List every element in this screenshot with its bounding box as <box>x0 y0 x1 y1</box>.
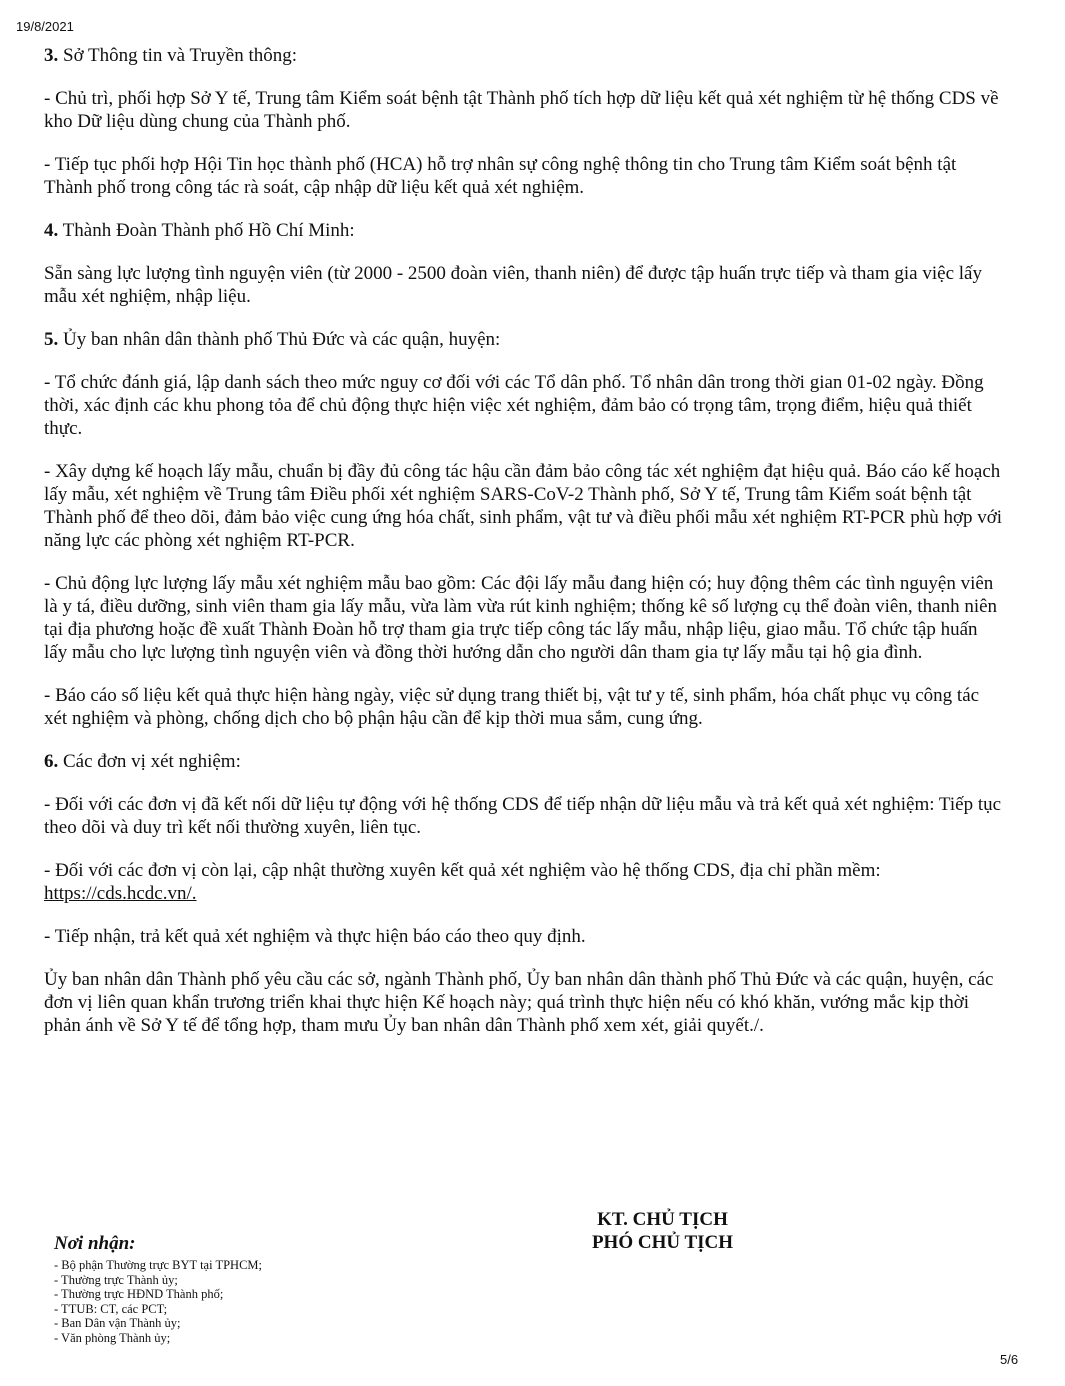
section-title: Ủy ban nhân dân thành phố Thủ Đức và các quận, huyện: <box>63 329 501 350</box>
section-number: 5. <box>44 329 59 350</box>
paragraph: - Tổ chức đánh giá, lập danh sách theo mức nguy cơ đối với các Tổ dân phố. Tổ nhân dân trong thời gian 01-02 ngày. Đồng thời, xác định các khu phong tỏa để chủ động thực hiện việc xét nghiệm, đảm bảo có trọng tâm, trọng điểm, hiệu quả thiết thực. <box>44 372 984 439</box>
cds-link[interactable]: https://cds.hcdc.vn/. <box>44 883 197 904</box>
paragraph: - Chủ trì, phối hợp Sở Y tế, Trung tâm Kiểm soát bệnh tật Thành phố tích hợp dữ liệu kết quả xét nghiệm từ hệ thống CDS về kho Dữ liệu dùng chung của Thành phố. <box>44 88 999 132</box>
signature-block <box>560 1208 765 1254</box>
section-heading-4 <box>44 219 1004 242</box>
recipient-item: - TTUB: CT, các PCT; <box>54 1301 168 1316</box>
section-title: Sở Thông tin và Truyền thông: <box>63 45 298 66</box>
recipient-item: - Thường trực HĐND Thành phố; <box>54 1287 224 1301</box>
signature-line-1: KT. CHỦ TỊCH <box>597 1209 728 1230</box>
print-date: 19/8/2021 <box>16 19 74 34</box>
paragraph: - Tiếp tục phối hợp Hội Tin học thành phố (HCA) hỗ trợ nhân sự công nghệ thông tin cho Trung tâm Kiểm soát bệnh tật Thành phố trong công tác rà soát, cập nhập dữ liệu kết quả xét nghiệm. <box>44 154 957 198</box>
recipient-item: - Thường trực Thành ủy; <box>54 1272 178 1287</box>
paragraph-text: - Đối với các đơn vị còn lại, cập nhật thường xuyên kết quả xét nghiệm vào hệ thống CDS, địa chỉ phần mềm: <box>44 860 881 881</box>
paragraph: - Xây dựng kế hoạch lấy mẫu, chuẩn bị đầy đủ công tác hậu cần đảm bảo công tác xét nghiệm đạt hiệu quả. Báo cáo kế hoạch lấy mẫu, xét nghiệm về Trung tâm Điều phối xét nghiệm SARS-CoV-2 Thành phố, Sở Y tế, Trung tâm Kiểm soát bệnh tật Thành phố để theo dõi, đảm bảo việc cung ứng hóa chất, sinh phẩm, vật tư và điều phối mẫu xét nghiệm RT-PCR phù hợp với năng lực các phòng xét nghiệm RT-PCR. <box>44 461 1003 551</box>
document-body <box>44 44 1004 1057</box>
paragraph: - Đối với các đơn vị đã kết nối dữ liệu tự động với hệ thống CDS để tiếp nhận dữ liệu mẫu và trả kết quả xét nghiệm: Tiếp tục theo dõi và duy trì kết nối thường xuyên, liên tục. <box>44 794 1002 838</box>
page-number: 5/6 <box>1000 1352 1019 1367</box>
paragraph-with-link <box>44 859 1004 905</box>
recipients-title: Nơi nhận: <box>54 1233 136 1254</box>
recipient-item: - Ban Dân vận Thành ủy; <box>54 1316 181 1330</box>
paragraph: - Chủ động lực lượng lấy mẫu xét nghiệm mẫu bao gồm: Các đội lấy mẫu đang hiện có; huy động thêm các tình nguyện viên là y tá, điều dưỡng, sinh viên tham gia lấy mẫu, vừa làm vừa rút kinh nghiệm; thống kê số lượng cụ thể đoàn viên, thanh niên tại địa phương hoặc đề xuất Thành Đoàn hỗ trợ tham gia trực tiếp công tác lấy mẫu, nhập liệu, giao mẫu. Tổ chức tập huấn lấy mẫu cho lực lượng tình nguyện viên và đồng thời hướng dẫn cho người dân tham gia tự lấy mẫu tại hộ gia đình. <box>44 573 998 663</box>
section-title: Các đơn vị xét nghiệm: <box>63 751 241 772</box>
paragraph: Sẵn sàng lực lượng tình nguyện viên (từ 2000 - 2500 đoàn viên, thanh niên) để được tập huấn trực tiếp và tham gia việc lấy mẫu xét nghiệm, nhập liệu. <box>44 263 982 307</box>
recipients-block <box>54 1233 262 1345</box>
section-number: 6. <box>44 751 59 772</box>
paragraph: - Tiếp nhận, trả kết quả xét nghiệm và thực hiện báo cáo theo quy định. <box>44 926 586 947</box>
section-heading-3 <box>44 44 1004 67</box>
closing-paragraph: Ủy ban nhân dân Thành phố yêu cầu các sở, ngành Thành phố, Ủy ban nhân dân thành phố Thủ Đức và các quận, huyện, các đơn vị liên quan khẩn trương triển khai thực hiện Kế hoạch này; quá trình thực hiện nếu có khó khăn, vướng mắc kịp thời phản ánh về Sở Y tế để tổng hợp, tham mưu Ủy ban nhân dân Thành phố xem xét, giải quyết./. <box>44 969 994 1036</box>
section-number: 3. <box>44 45 59 66</box>
section-heading-5 <box>44 328 1004 351</box>
section-title: Thành Đoàn Thành phố Hồ Chí Minh: <box>62 220 355 241</box>
recipient-item: - Văn phòng Thành ủy; <box>54 1330 171 1345</box>
signature-line-2: PHÓ CHỦ TỊCH <box>591 1232 734 1253</box>
paragraph: - Báo cáo số liệu kết quả thực hiện hàng ngày, việc sử dụng trang thiết bị, vật tư y tế, sinh phẩm, hóa chất phục vụ công tác xét nghiệm và phòng, chống dịch cho bộ phận hậu cần để kịp thời mua sắm, cung ứng. <box>44 685 980 729</box>
recipient-item: - Bộ phận Thường trực BYT tại TPHCM; <box>54 1258 263 1272</box>
section-heading-6 <box>44 750 1004 773</box>
section-number: 4. <box>44 220 59 241</box>
